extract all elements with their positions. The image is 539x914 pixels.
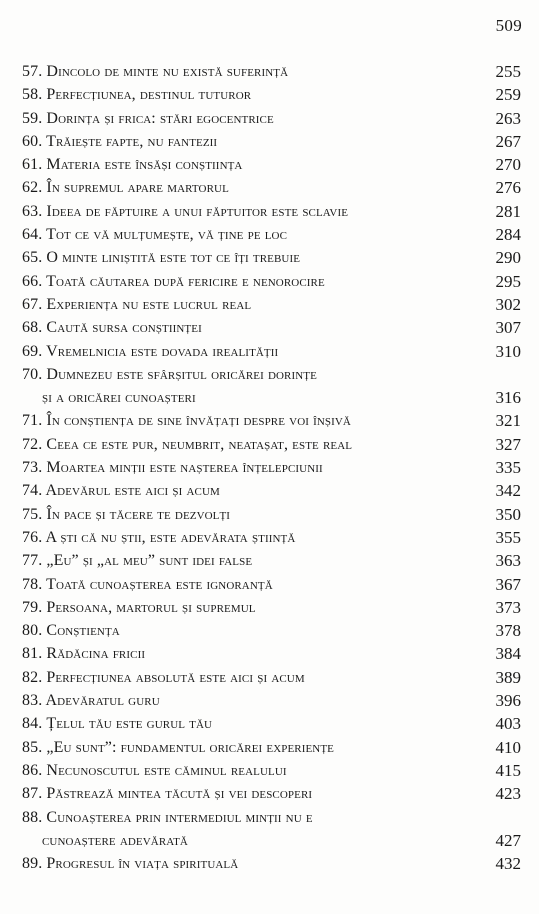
toc-entry-title-wrap — [22, 60, 487, 83]
toc-entry-number: 82. — [22, 668, 43, 686]
toc-entry-page: 321 — [495, 411, 521, 431]
toc-entry-title: Materia este însăși conștiința — [46, 156, 243, 174]
toc-entry-title-wrap — [22, 293, 487, 316]
toc-entry-title-wrap — [22, 83, 487, 106]
toc-entry — [22, 270, 521, 293]
toc-entry-page: 316 — [495, 388, 521, 408]
toc-entry-title-wrap — [22, 270, 487, 293]
toc-entry-page: 415 — [495, 760, 521, 780]
toc-entry-page: 327 — [495, 434, 521, 454]
toc-entry-page: 290 — [495, 248, 521, 268]
toc-entry-page: 427 — [495, 830, 521, 850]
toc-entry-page: 281 — [495, 201, 521, 221]
toc-entry-title-wrap — [22, 736, 487, 759]
toc-entry-number: 79. — [22, 598, 43, 616]
toc-entry-title-wrap — [22, 689, 487, 712]
toc-entry — [22, 759, 521, 782]
toc-entry-title: Toată cunoașterea este ignoranță — [46, 575, 273, 593]
toc-entry-page: 373 — [495, 597, 521, 617]
toc-entry-number: 66. — [22, 272, 43, 290]
toc-entry — [22, 176, 521, 199]
toc-entry-number: 59. — [22, 109, 43, 127]
toc-entry-title-wrap — [22, 503, 487, 526]
toc-entry-number: 80. — [22, 622, 43, 640]
toc-entry-number: 77. — [22, 552, 43, 570]
toc-entry-title: „Eu” și „al meu” sunt idei false — [46, 552, 253, 570]
toc-entry — [22, 363, 521, 410]
toc-entry-page: 410 — [495, 737, 521, 757]
toc-entry-title: Moartea minții este nașterea înțelepciunii — [46, 459, 323, 477]
toc-entry-title-wrap — [22, 782, 487, 805]
toc-entry-title-wrap — [22, 712, 487, 735]
toc-entry-page: 307 — [495, 318, 521, 338]
toc-entry-title-continuation: și a oricărei cunoașteri — [42, 389, 196, 407]
page-number: 509 — [495, 16, 522, 35]
toc-entry — [22, 316, 521, 339]
toc-entry-number: 68. — [22, 319, 43, 337]
toc-entry-title: Ceea ce este pur, neumbrit, neatașat, este real — [46, 435, 353, 453]
toc-entry-page: 389 — [495, 667, 521, 687]
toc-entry-number: 63. — [22, 202, 43, 220]
toc-entry-title: Perfecțiunea, destinul tuturor — [46, 86, 252, 104]
toc-entry-title-wrap — [22, 363, 487, 410]
toc-entry-number: 57. — [22, 63, 43, 80]
toc-entry-title: În supremul apare martorul — [46, 179, 229, 197]
toc-entry-title: „Eu sunt”: fundamentul oricărei experiențe — [46, 738, 334, 756]
toc-entry-title: Ideea de făptuire a unui făptuitor este sclavie — [46, 202, 349, 220]
toc-entry-page: 384 — [495, 644, 521, 664]
toc-entry-title: Experiența nu este lucrul real — [46, 295, 252, 313]
toc-entry-title-wrap — [22, 619, 487, 642]
toc-entry — [22, 503, 521, 526]
toc-entry — [22, 456, 521, 479]
toc-entry-number: 64. — [22, 226, 43, 244]
toc-entry-page: 267 — [495, 131, 521, 151]
toc-entry-title: Persoana, martorul și supremul — [46, 598, 256, 616]
toc-entry-page: 255 — [495, 62, 521, 81]
toc-entry-title: Toată căutarea după fericire e nenorocire — [46, 272, 325, 290]
toc-entry-number: 78. — [22, 575, 43, 593]
toc-entry-page: 263 — [495, 108, 521, 128]
toc-entry-number: 70. — [22, 365, 43, 383]
toc-entry — [22, 83, 521, 106]
toc-entry-title: Dumnezeu este sfârșitul oricărei dorințe — [46, 365, 317, 383]
toc-entry-page: 423 — [495, 784, 521, 804]
toc-entry-title-wrap — [22, 316, 487, 339]
toc-entry-number: 87. — [22, 785, 43, 803]
toc-entry — [22, 596, 521, 619]
toc-entry-number: 73. — [22, 459, 43, 477]
toc-entry-number: 71. — [22, 412, 43, 430]
toc-entry-title: Trăiește fapte, nu fantezii — [46, 132, 218, 150]
toc-entry-title-wrap — [22, 759, 487, 782]
toc-entry — [22, 107, 521, 130]
toc-entry-title: O minte liniștită este tot ce îți trebuie — [46, 249, 301, 267]
toc-entry — [22, 200, 521, 223]
toc-entry-number: 61. — [22, 156, 43, 174]
toc-entry-title-wrap — [22, 340, 487, 363]
toc-entry-page: 432 — [495, 854, 521, 874]
toc-entry-title: Țelul tău este gurul tău — [46, 715, 213, 733]
toc-entry-number: 86. — [22, 761, 43, 779]
toc-entry — [22, 340, 521, 363]
toc-entry-title: În pace și tăcere te dezvolți — [46, 505, 231, 523]
toc-entry-number: 67. — [22, 295, 43, 313]
toc-entry-page: 350 — [495, 504, 521, 524]
toc-entry — [22, 246, 521, 269]
toc-entry-title: Rădăcina fricii — [46, 645, 146, 663]
toc-entry-page: 284 — [495, 225, 521, 245]
toc-entry — [22, 689, 521, 712]
toc-entry — [22, 409, 521, 432]
toc-entry-number: 88. — [22, 808, 43, 826]
toc-entry-title-wrap — [22, 526, 487, 549]
toc-entry-title: Păstrează mintea tăcută și vei descoperi — [46, 785, 313, 803]
toc-entry-title-wrap — [22, 596, 487, 619]
toc-entry — [22, 526, 521, 549]
toc-entry-number: 81. — [22, 645, 43, 663]
toc-entry-title-wrap — [22, 176, 487, 199]
toc-entry-title: În conștiența de sine învățați despre voi înșivă — [46, 412, 351, 430]
toc-entry-page: 295 — [495, 271, 521, 291]
toc-entry — [22, 806, 521, 853]
toc-entry-title: Dincolo de minte nu există suferință — [46, 63, 289, 80]
toc-entry — [22, 782, 521, 805]
toc-entry-title: Adevărul este aici și acum — [45, 482, 220, 500]
table-of-contents — [22, 60, 521, 875]
toc-entry-number: 74. — [22, 482, 43, 500]
toc-entry-title-wrap — [22, 549, 487, 572]
toc-entry-page: 363 — [495, 551, 521, 571]
toc-entry-number: 65. — [22, 249, 43, 267]
toc-entry-title: Adevăratul guru — [45, 692, 160, 710]
toc-entry — [22, 293, 521, 316]
toc-entry-title: Progresul în viața spirituală — [46, 855, 239, 873]
toc-entry-number: 75. — [22, 505, 43, 523]
toc-entry-number: 69. — [22, 342, 43, 360]
toc-entry-title: Conștiența — [46, 622, 120, 640]
toc-entry-page: 335 — [495, 458, 521, 478]
toc-entry-title-continuation: cunoaștere adevărată — [42, 831, 188, 849]
toc-entry-title: Cunoașterea prin intermediul minții nu e — [46, 808, 313, 826]
toc-entry-page: 396 — [495, 691, 521, 711]
toc-entry-title-wrap — [22, 806, 487, 853]
toc-entry-title-wrap — [22, 223, 487, 246]
toc-entry-number: 72. — [22, 435, 43, 453]
toc-entry-page: 259 — [495, 85, 521, 105]
toc-entry-page: 302 — [495, 294, 521, 314]
toc-entry — [22, 712, 521, 735]
toc-entry-number: 76. — [22, 528, 43, 546]
toc-entry — [22, 549, 521, 572]
toc-entry — [22, 852, 521, 875]
toc-entry — [22, 153, 521, 176]
toc-entry-title-wrap — [22, 852, 487, 875]
toc-entry — [22, 642, 521, 665]
toc-entry-title: A ști că nu știi, este adevărata știință — [45, 528, 296, 546]
toc-entry-title: Dorința și frica: stări egocentrice — [46, 109, 274, 127]
toc-entry — [22, 736, 521, 759]
toc-entry-page: 403 — [495, 714, 521, 734]
toc-entry-title-wrap — [22, 479, 487, 502]
toc-entry-title-wrap — [22, 409, 487, 432]
toc-entry — [22, 130, 521, 153]
toc-entry-title: Caută sursa conștiinței — [46, 319, 202, 337]
toc-entry-number: 62. — [22, 179, 43, 197]
toc-entry-title-wrap — [22, 666, 487, 689]
toc-entry-number: 85. — [22, 738, 43, 756]
toc-entry-page: 355 — [495, 527, 521, 547]
toc-entry-title: Tot ce vă mulțumește, vă ține pe loc — [46, 226, 288, 244]
toc-entry — [22, 60, 521, 83]
toc-entry-title-wrap — [22, 107, 487, 130]
toc-entry-page: 270 — [495, 155, 521, 175]
toc-entry — [22, 223, 521, 246]
toc-entry-title-wrap — [22, 642, 487, 665]
toc-entry-number: 84. — [22, 715, 43, 733]
toc-entry-number: 60. — [22, 132, 43, 150]
toc-entry — [22, 666, 521, 689]
toc-entry — [22, 433, 521, 456]
toc-entry-title: Vremelnicia este dovada irealității — [46, 342, 279, 360]
toc-entry-page: 367 — [495, 574, 521, 594]
toc-entry — [22, 619, 521, 642]
toc-entry-page: 342 — [495, 481, 521, 501]
toc-entry-page: 378 — [495, 621, 521, 641]
toc-entry-number: 89. — [22, 855, 43, 873]
toc-entry-title-wrap — [22, 433, 487, 456]
toc-entry — [22, 573, 521, 596]
toc-entry-page: 276 — [495, 178, 521, 198]
toc-entry-number: 83. — [22, 692, 43, 710]
toc-entry-title-wrap — [22, 130, 487, 153]
toc-entry — [22, 479, 521, 502]
toc-entry-title-wrap — [22, 456, 487, 479]
toc-entry-title: Necunoscutul este căminul realului — [46, 761, 287, 779]
toc-entry-number: 58. — [22, 86, 43, 104]
toc-entry-title-wrap — [22, 153, 487, 176]
toc-entry-title-wrap — [22, 573, 487, 596]
toc-entry-title-wrap — [22, 200, 487, 223]
toc-entry-title: Perfecțiunea absolută este aici și acum — [46, 668, 305, 686]
toc-entry-title-wrap — [22, 246, 487, 269]
toc-entry-page: 310 — [495, 341, 521, 361]
